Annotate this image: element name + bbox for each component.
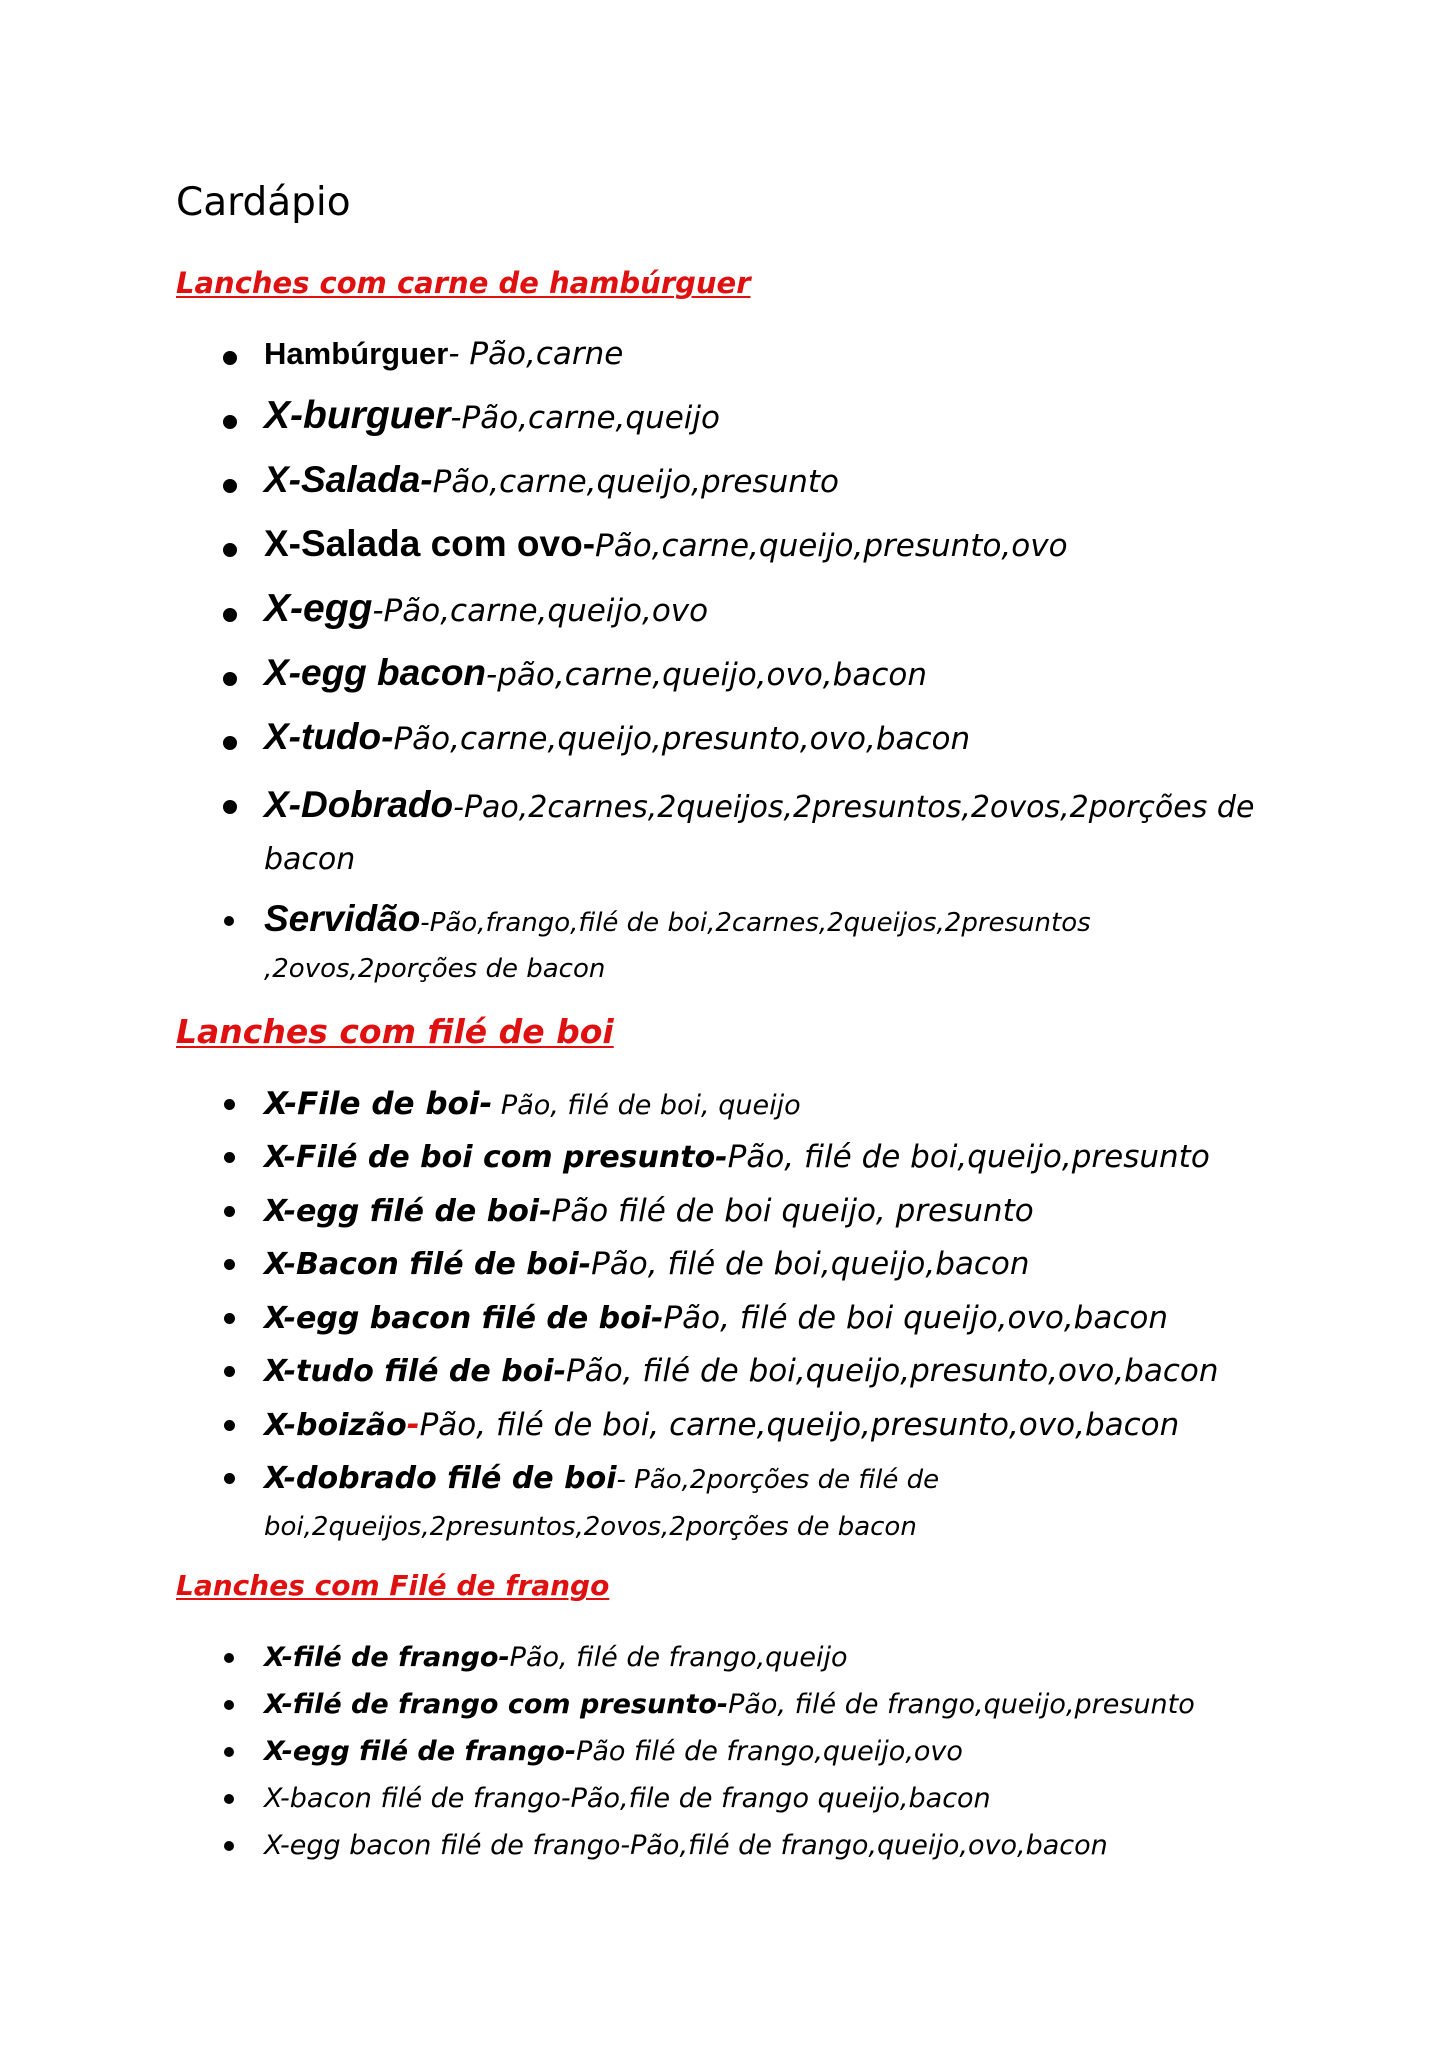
menu-item-text [264, 1081, 801, 1129]
section-heading-hamburguer: Lanches com carne de hambúrguer [176, 266, 751, 300]
bullet-icon [224, 1653, 234, 1663]
menu-item-text [264, 1455, 1024, 1551]
page-title: Cardápio [176, 180, 351, 225]
item-name: X-Salada com ovo- [264, 523, 596, 564]
item-name: X-dobrado filé de boi [264, 1461, 617, 1496]
item-description: Pão, filé de boi,queijo,bacon [591, 1246, 1030, 1282]
menu-item-text [264, 1134, 1210, 1181]
menu-item-text [264, 1824, 1108, 1868]
menu-item-text [264, 1295, 1168, 1342]
menu-item-text [264, 394, 720, 440]
item-name: X-tudo filé de boi- [264, 1354, 567, 1389]
bullet-icon [223, 800, 237, 814]
item-separator: - [420, 908, 430, 938]
section-heading-file-de-frango: Lanches com Filé de frango [176, 1569, 610, 1602]
menu-item-text [264, 715, 970, 761]
item-name: X-Filé de boi com presunto- [264, 1140, 728, 1175]
item-separator: - [486, 657, 498, 693]
bullet-icon [224, 1473, 235, 1484]
item-description: Pão filé de frango,queijo,ovo [576, 1736, 963, 1767]
item-description: Pão,carne,queijo,presunto,ovo,bacon [393, 721, 971, 757]
item-name: X-Dobrado [264, 784, 454, 825]
item-description: Pão,carne,queijo,presunto,ovo [595, 528, 1068, 564]
menu-item-text [264, 587, 708, 633]
menu-item-text [264, 1730, 963, 1774]
item-name: X-File de boi- [264, 1086, 493, 1122]
menu-item-text [264, 896, 1194, 992]
menu-item-text [264, 651, 927, 697]
bullet-icon [223, 543, 237, 557]
section-heading-file-de-boi: Lanches com filé de boi [176, 1012, 614, 1051]
item-description: Pão, filé de frango,queijo,presunto [728, 1689, 1195, 1720]
item-name: X-Bacon filé de boi- [264, 1247, 592, 1282]
item-separator: - [453, 790, 464, 825]
bullet-icon [224, 916, 234, 926]
item-name: X-tudo- [264, 716, 394, 757]
item-description: Pão, filé de boi,queijo,presunto [727, 1139, 1210, 1175]
bullet-icon [224, 1420, 235, 1431]
item-description: X-bacon filé de frango-Pão,file de frango queijo,bacon [264, 1783, 991, 1814]
menu-item-text [264, 334, 623, 374]
item-description: Pão, filé de frango,queijo [509, 1642, 848, 1673]
bullet-icon [223, 736, 237, 750]
menu-item-text [264, 1241, 1030, 1288]
item-separator: - [450, 400, 462, 436]
item-description: Pão, filé de boi, carne,queijo,presunto,ovo,bacon [419, 1407, 1180, 1443]
bullet-icon [224, 1794, 234, 1804]
item-description: pão,carne,queijo,ovo,bacon [497, 657, 927, 693]
item-name: X-Salada- [264, 459, 433, 500]
item-separator: - [448, 336, 470, 372]
menu-item-text [264, 1348, 1219, 1395]
item-name: X-egg filé de boi- [264, 1194, 552, 1229]
item-name: X-filé de frango- [264, 1642, 510, 1673]
item-separator: - [372, 593, 384, 629]
bullet-icon [223, 351, 237, 365]
item-description: X-egg bacon filé de frango-Pão,filé de frango,queijo,ovo,bacon [264, 1830, 1108, 1861]
bullet-icon [224, 1700, 234, 1710]
item-name: Hambúrguer [264, 336, 449, 371]
menu-item-text [264, 458, 839, 504]
item-description: Pão, filé de boi,queijo,presunto,ovo,bacon [566, 1353, 1219, 1389]
menu-item-text [264, 1402, 1179, 1449]
item-name: X-boizão [264, 1408, 407, 1443]
item-description: Pão,carne,queijo [461, 400, 720, 436]
bullet-icon [224, 1152, 235, 1163]
item-description: Pão filé de boi queijo, presunto [551, 1193, 1034, 1229]
item-name: Servidão [264, 898, 421, 939]
menu-item-text [264, 1777, 991, 1821]
item-name: X-egg bacon [264, 652, 487, 693]
bullet-icon [224, 1206, 235, 1217]
item-description: Pão, filé de boi queijo,ovo,bacon [663, 1300, 1169, 1336]
menu-item-text [264, 1636, 848, 1680]
item-description: Pao,2carnes,2queijos,2presuntos,2ovos,2porções de bacon [264, 790, 1255, 877]
menu-item-text [264, 1188, 1034, 1235]
item-description: Pão,carne,queijo,presunto [432, 464, 840, 500]
item-description: Pão,carne [469, 336, 624, 372]
item-name: X-egg [264, 587, 373, 630]
bullet-icon [224, 1366, 235, 1377]
menu-item-text [264, 522, 1068, 568]
item-description: Pão,2porções de filé de boi,2queijos,2presuntos,2ovos,2porções de bacon [264, 1465, 940, 1542]
bullet-icon [223, 672, 237, 686]
bullet-icon [223, 415, 237, 429]
item-separator [492, 1090, 501, 1121]
bullet-icon [224, 1747, 234, 1757]
menu-item-text [264, 1683, 1195, 1727]
item-name: X-burguer [264, 394, 451, 437]
bullet-icon [223, 608, 237, 622]
bullet-icon [224, 1841, 234, 1851]
item-separator: - [406, 1407, 420, 1443]
bullet-icon [223, 479, 237, 493]
item-description: Pão,frango,filé de boi,2carnes,2queijos,2presuntos ,2ovos,2porções de bacon [264, 908, 1091, 984]
item-description: Pão, filé de boi, queijo [500, 1090, 801, 1121]
item-name: X-egg filé de frango- [264, 1736, 577, 1767]
item-description: Pão,carne,queijo,ovo [383, 593, 709, 629]
bullet-icon [224, 1099, 235, 1110]
item-name: X-filé de frango com presunto- [264, 1689, 729, 1720]
menu-item-text [264, 779, 1264, 886]
bullet-icon [224, 1259, 235, 1270]
item-separator: - [616, 1465, 635, 1495]
bullet-icon [224, 1313, 235, 1324]
item-name: X-egg bacon filé de boi- [264, 1301, 664, 1336]
